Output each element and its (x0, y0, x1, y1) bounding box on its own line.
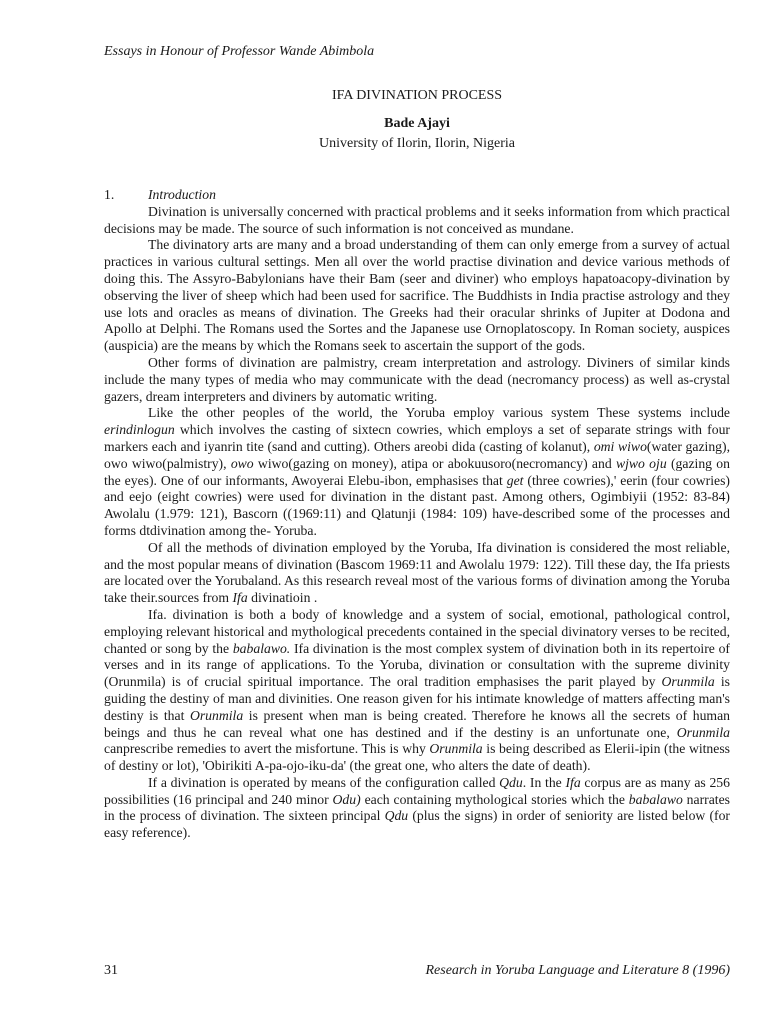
italic-term: Ifa (232, 590, 248, 606)
italic-term: Odu) (332, 791, 361, 807)
title-block (104, 87, 730, 153)
page-number: 31 (104, 963, 118, 978)
body-paragraph (104, 237, 730, 355)
section-number: 1. (104, 187, 115, 202)
italic-term: owo (230, 455, 254, 471)
section-title: Introduction (148, 187, 216, 202)
text-run: If a divination is operated by means of the configuration called (148, 774, 500, 790)
body-paragraph (104, 204, 730, 238)
text-run: (gazing on the eyes). One of our informants, Awoyerai Elebu-ibon, emphasises that (104, 455, 730, 488)
text-run: narrates in the process of divination. The sixteen principal (104, 791, 730, 824)
italic-term: Qdu (384, 808, 409, 824)
text-run: Of all the methods of divination employed by the Yoruba, Ifa divination is considered the most reliable, and the most popular means of divination (Bascom 1969:11 and Awolalu 1979: 122). Till these day, the Ifa priests are located over the Yorubaland. As this research reveal most of the various forms of divination among the Yoruba take their.sources from (104, 539, 730, 606)
text-run: canprescribe remedies to avert the misfortune. This is why (104, 741, 430, 757)
text-run: each containing mythological stories which the (360, 791, 629, 807)
italic-term: erindinlogun (104, 422, 175, 438)
text-run: is being described as Elerii-ipin (the witness of destiny or lot), 'Obirikiti A-pa-ojo-iku-da' (the great one, who alters the date of death). (104, 741, 731, 774)
italic-term: get (506, 472, 524, 488)
article-title: IFA DIVINATION PROCESS (331, 88, 503, 103)
italic-term: Orunmila (676, 724, 730, 740)
body-paragraph (104, 607, 730, 775)
text-run: (three cowries),' eerin (four cowries) and eejo (eight cowries) were used for divination in the distant past. Among others, Ogimbiyii (1952: 83-84) Awolalu (1.979: 121), Bascorn ((1969:11) and Qlatunji (1984: 109) have-described some of the processes and forms dtdivination among the- Yoruba. (104, 472, 730, 538)
italic-term: babalawo (628, 791, 683, 807)
text-run: . In the (522, 774, 566, 790)
body-paragraph (104, 775, 730, 842)
italic-term: Ifa (565, 774, 581, 790)
italic-term: Orunmila (429, 741, 483, 757)
italic-term: Orunmila (189, 707, 244, 723)
italic-term: Qdu (499, 774, 523, 790)
paragraph-list (104, 204, 730, 842)
italic-term: Orunmila (661, 674, 715, 690)
italic-term: babalawo. (232, 640, 291, 656)
text-run: Other forms of divination are palmistry, cream interpretation and astrology. Diviners of similar kinds include the many types of media who may communicate with the dead (necromancy process) as well as-crystal gazers, dream interpreters and diviners by automatic writing. (104, 354, 730, 404)
text-run: (water gazing), owo wiwo(palmistry), (104, 438, 730, 471)
author-name: Bade Ajayi (384, 116, 450, 131)
text-run: Divination is universally concerned with practical problems and it seeks information from which practical decisions may be made. The source of such information is not conceived as mundane. (104, 203, 730, 236)
italic-term: omi wiwo (593, 438, 647, 454)
text-run: is guiding the destiny of man and divinities. One reason given for his intimate knowledge of matters affecting man's destiny is that (104, 674, 730, 723)
text-run: (plus the signs) in order of seniority are listed below (for easy reference). (104, 808, 730, 841)
article-body (104, 187, 730, 842)
text-run: corpus are as many as 256 possibilities (16 principal and 240 minor (104, 774, 730, 807)
text-run: divinatioin . (247, 590, 318, 606)
author-affiliation: University of Ilorin, Ilorin, Nigeria (319, 136, 515, 151)
body-paragraph (104, 405, 730, 539)
text-run: The divinatory arts are many and a broad understanding of them can only emerge from a survey of actual practices in various cultural settings. Men all over the world practise divination and device various methods of doing this. The Assyro-Babylonians have their Bam (seer and diviner) who employs hapatoacopy-divination by observing the liver of sheep which had been used for sacrifice. The Buddhists in India practise astrology and they use lots and oracles as means of divination. The Greeks had their oracular shrinks of Jupiter at Dodona and Apollo at Delphi. The Romans used the Sortes and the Japanese use Ornoplatoscopy. In Roman society, auspices (auspicia) are the means by which the Romans seek to ascertain the support of the gods. (104, 237, 730, 354)
body-paragraph (104, 540, 730, 607)
journal-citation: Research in Yoruba Language and Literature 8 (1996) (425, 963, 730, 978)
body-paragraph (104, 355, 730, 405)
text-run: Ifa divination is the most complex system of divination both in its repertoire of verses and in its range of applications. To the Yoruba, divination or consultation with the supreme divinity (Orunmila) is of crucial spiritual importance. The oral tradition emphasises the parit played by (104, 640, 730, 690)
text-run: which involves the casting of sixtecn cowries, which employs a set of separate strings with four markers each and iyanrin tite (sand and cutting). Others areobi dida (casting of kolanut), (104, 422, 730, 454)
text-run: Like the other peoples of the world, the Yoruba employ various system These systems include (148, 405, 730, 421)
italic-term: wjwo oju (615, 455, 667, 471)
running-header: Essays in Honour of Professor Wande Abimbola (104, 44, 375, 59)
text-run: Ifa. divination is both a body of knowledge and a system of social, emotional, pathological control, employing relevant historical and mythological precedents contained in the special divinatory verses to be recited, chanted or song by the (104, 606, 730, 656)
section-heading (104, 187, 730, 204)
text-run: wiwo(gazing on money), atipa or abokuusoro(necromancy) and (253, 455, 616, 471)
text-run: is present when man is being created. Therefore he knows all the secrets of human beings and thus he can reveal what one has destined and if the destiny is an unfortunate one, (104, 707, 730, 740)
